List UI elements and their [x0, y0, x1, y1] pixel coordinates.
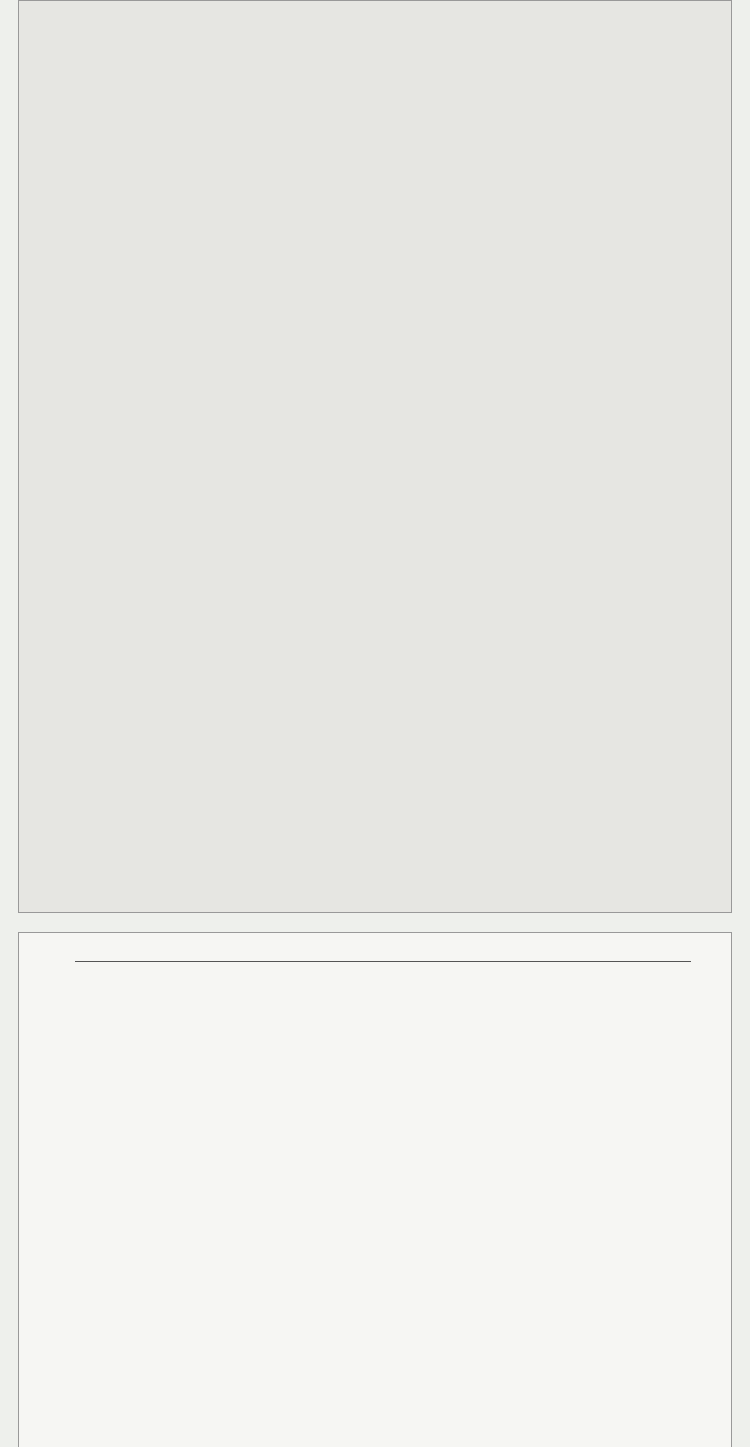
running-head [75, 935, 691, 962]
toc-page-upper [18, 0, 732, 913]
toc-page-lower [18, 932, 732, 1447]
